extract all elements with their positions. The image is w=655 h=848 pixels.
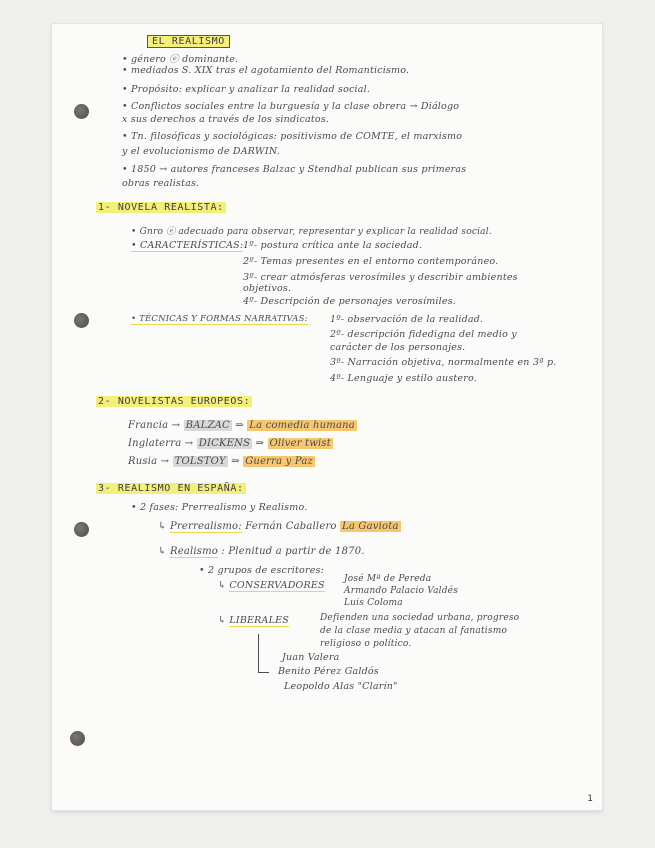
tecnica-item: 4º- Lenguaje y estilo austero. — [330, 373, 477, 384]
intro-line: x sus derechos a través de los sindicatos. — [122, 114, 330, 125]
intro-line: • mediados S. XIX tras el agotamiento del Romanticismo. — [122, 65, 410, 76]
liberales-bracket — [258, 634, 269, 673]
work: Guerra y Paz — [245, 456, 314, 467]
liberales-label: ↳ LIBERALES — [218, 615, 289, 626]
section-heading: 3- REALISMO EN ESPAÑA: — [98, 483, 244, 494]
intro-line: y el evolucionismo de DARWIN. — [122, 146, 280, 157]
intro-line: • género ⓔ dominante. — [122, 54, 239, 65]
author: TOLSTOY — [174, 456, 226, 467]
liberal-author: Juan Valera — [282, 652, 340, 663]
conservador-author: José Mª de Pereda — [344, 574, 432, 584]
realismo-text: : Plenitud a partir de 1870. — [221, 546, 365, 557]
novelist-row: Inglaterra → DICKENS ⇒ Oliver twist — [128, 438, 331, 449]
intro-line: • Conflictos sociales entre la burguesía y la clase obrera → Diálogo — [122, 101, 460, 112]
country: Francia → — [128, 420, 181, 431]
conservadores-label: ↳ CONSERVADORES — [218, 580, 325, 591]
binder-hole — [70, 731, 85, 746]
tecnica-item: 2º- descripción fidedigna del medio y — [330, 329, 517, 340]
phases-line: • 2 fases: Prerrealismo y Realismo. — [131, 502, 308, 513]
tecnica-item: 3º- Narración objetiva, normalmente en 3ª p. — [330, 357, 557, 368]
prerrealismo-work: La Gaviota — [342, 521, 399, 532]
work: La comedia humana — [249, 420, 355, 431]
grupos-line: • 2 grupos de escritores: — [199, 565, 325, 576]
intro-line: • 1850 → autores franceses Balzac y Stendhal publican sus primeras — [122, 164, 467, 175]
binder-hole — [74, 313, 89, 328]
realismo-line: ↳ Realismo : Plenitud a partir de 1870. — [158, 546, 365, 557]
author: BALZAC — [185, 420, 230, 431]
tecnica-item: carácter de los personajes. — [330, 342, 466, 353]
liberales-description: de la clase media y atacan al fanatismo — [320, 626, 508, 636]
country: Inglaterra → — [128, 438, 194, 449]
author: DICKENS — [198, 438, 251, 449]
intro-line: obras realistas. — [122, 178, 200, 189]
caracteristica-item: 4º- Descripción de personajes verosímiles. — [243, 296, 457, 307]
caracteristica-item: 2º- Temas presentes en el entorno contemporáneo. — [243, 256, 499, 267]
caracteristica-item: objetivos. — [243, 283, 292, 294]
conservador-author: Luis Coloma — [344, 598, 403, 608]
liberal-author: Benito Pérez Galdós — [278, 666, 379, 677]
liberal-author: Leopoldo Alas "Clarín" — [284, 681, 398, 692]
binder-hole — [74, 522, 89, 537]
liberales-description: religioso o político. — [320, 639, 412, 649]
novelist-row: Francia → BALZAC ⇒ La comedia humana — [128, 420, 355, 431]
novelist-row: Rusia → TOLSTOY ⇒ Guerra y Paz — [128, 456, 314, 467]
caracteristicas-label: • CARACTERÍSTICAS: — [131, 240, 244, 251]
country: Rusia → — [128, 456, 170, 467]
page-number: 1 — [587, 794, 593, 804]
tecnicas-label: • TÉCNICAS Y FORMAS NARRATIVAS: — [131, 314, 308, 324]
intro-line: • Propósito: explicar y analizar la realidad social. — [122, 84, 371, 95]
prerrealismo-label: Prerrealismo: — [169, 521, 242, 532]
section-line: • Gnro ⓔ adecuado para observar, representar y explicar la realidad social. — [131, 227, 492, 237]
work: Oliver twist — [269, 438, 331, 449]
binder-hole — [74, 104, 89, 119]
page-title: EL REALISMO — [147, 36, 230, 47]
caracteristica-item: 1º- postura crítica ante la sociedad. — [243, 240, 423, 251]
realismo-label: Realismo — [169, 546, 219, 557]
section-heading: 1- NOVELA REALISTA: — [98, 202, 224, 213]
tecnica-item: 1º- observación de la realidad. — [330, 314, 484, 325]
prerrealismo-line: ↳ Prerrealismo: Fernán Caballero La Gaviota — [158, 521, 399, 532]
conservador-author: Armando Palacio Valdés — [344, 586, 459, 596]
intro-line: • Tn. filosóficas y sociológicas: positivismo de COMTE, el marxismo — [122, 131, 463, 142]
prerrealismo-author: Fernán Caballero — [245, 521, 337, 532]
caracteristica-item: 3º- crear atmósferas verosímiles y describir ambientes — [243, 272, 518, 283]
liberales-description: Defienden una sociedad urbana, progreso — [320, 613, 520, 623]
section-heading: 2- NOVELISTAS EUROPEOS: — [98, 396, 251, 407]
